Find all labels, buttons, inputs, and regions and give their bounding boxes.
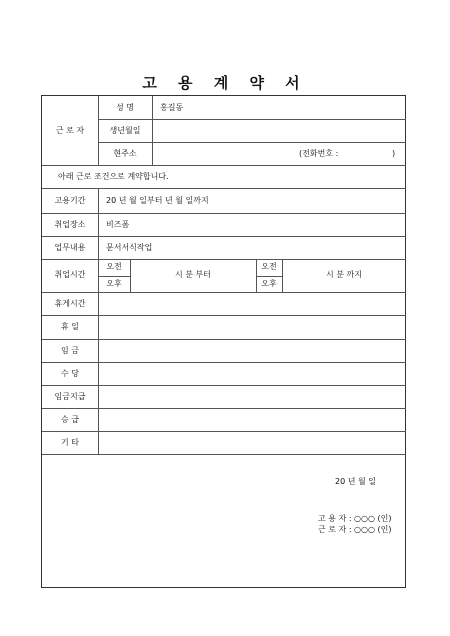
rule [42,165,406,166]
hours-am-end: 오전 [261,262,277,271]
hours-pm-end: 오후 [261,279,277,288]
rule [42,292,406,293]
worker-label: 근 로 자 [55,126,85,135]
rule [98,276,130,277]
hours-label: 취업시간 [54,270,86,279]
rule [42,385,406,386]
employer-signature: 고 용 자 : ○○○ (인) [318,514,392,523]
rule [42,454,406,455]
workplace-value: 비즈폼 [106,220,130,229]
rule [256,276,282,277]
rule [42,408,406,409]
name-label: 성 명 [116,103,134,112]
rule [42,259,406,260]
duty-label: 업무내용 [54,243,86,252]
rule [42,362,406,363]
address-label: 현주소 [113,149,137,158]
phone-label: (전화번호 : [299,149,339,158]
allowance-label: 수 당 [61,369,79,378]
raise-label: 승 급 [61,415,79,424]
payment-label: 임금지급 [54,392,86,401]
document-title: 고 용 계 약 서 [142,74,308,92]
rule [42,315,406,316]
hours-to: 시 분 까지 [326,270,362,279]
rule [42,188,406,189]
rule [152,96,153,165]
rule [42,339,406,340]
rule [98,188,99,454]
holiday-label: 휴 일 [61,322,79,331]
employee-signature: 근 로 자 : ○○○ (인) [318,525,392,534]
hours-am-start: 오전 [106,262,122,271]
contract-form [41,95,406,588]
rule [42,431,406,432]
birth-label: 생년월일 [109,126,141,135]
rest-label: 휴게시간 [54,299,86,308]
period-label: 고용기간 [54,196,86,205]
period-value: 20 년 월 일부터 년 월 일까지 [106,196,209,205]
etc-label: 기 타 [61,438,79,447]
intro-text: 아래 근로 조건으로 계약합니다. [58,172,169,181]
name-value: 홍길동 [160,103,184,112]
rule [98,142,406,143]
rule [42,236,406,237]
hours-pm-start: 오후 [106,279,122,288]
signing-date: 20 년 월 일 [335,477,376,486]
hours-from: 시 분 부터 [175,270,211,279]
phone-close: ) [392,149,396,158]
workplace-label: 취업장소 [54,220,86,229]
wage-label: 임 금 [61,346,79,355]
rule [42,213,406,214]
duty-value: 문서서식작업 [106,243,153,252]
rule [98,119,406,120]
